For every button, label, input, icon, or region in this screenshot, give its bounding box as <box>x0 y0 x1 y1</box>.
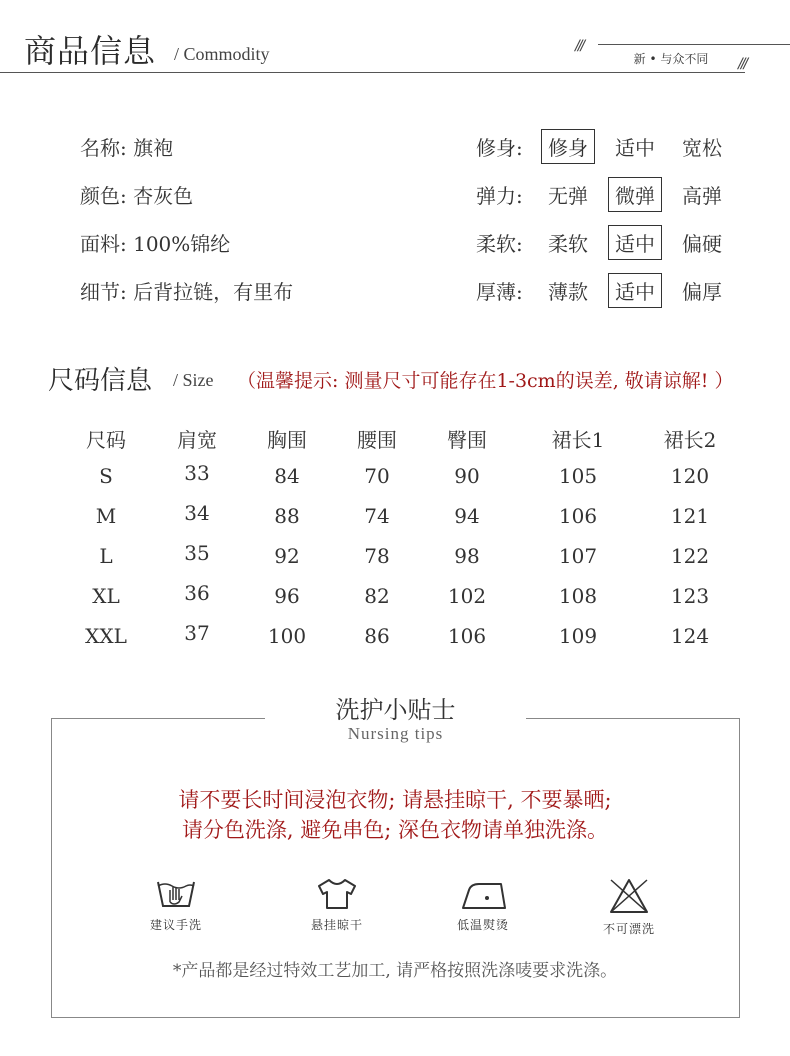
no-bleach-icon <box>607 876 651 916</box>
attr-label: 名称: <box>80 136 127 160</box>
size-table-cell: 86 <box>364 624 390 648</box>
care-subtitle: Nursing tips <box>347 724 444 743</box>
attr-value: 旗袍 <box>133 136 174 160</box>
header-divider <box>0 72 745 73</box>
stretch-option-none: 无弹 <box>548 184 588 208</box>
attr-detail <box>80 276 293 305</box>
slash-decoration-right: /// <box>738 56 747 72</box>
fit-label: 修身: <box>476 136 523 160</box>
attr-label: 面料: <box>80 232 127 256</box>
size-table-cell: 84 <box>274 464 300 488</box>
care-instruction-2: 请分色洗涤, 避免串色; 深色衣物请单独洗涤。 <box>181 818 609 842</box>
size-tip-note: （温馨提示: 测量尺寸可能存在1-3cm的误差, 敬请谅解! ） <box>237 370 734 392</box>
care-icon-low-iron <box>423 876 543 933</box>
softness-option-soft: 柔软 <box>548 232 588 256</box>
softness-label: 柔软: <box>476 232 523 256</box>
size-table-cell: 33 <box>184 461 210 485</box>
size-table-header: 裙长2 <box>663 428 717 452</box>
size-table-cell: 124 <box>670 624 710 648</box>
size-table-cell: 108 <box>558 584 598 608</box>
size-table-cell: 90 <box>454 464 480 488</box>
size-table-cell: 70 <box>364 464 390 488</box>
attr-value: 杏灰色 <box>133 184 194 208</box>
size-table-header: 肩宽 <box>177 428 217 452</box>
size-table-cell: L <box>99 544 113 568</box>
care-instruction-1: 请不要长时间浸泡衣物; 请悬挂晾干, 不要暴晒; <box>178 788 612 812</box>
care-icon-hang-dry <box>277 876 397 933</box>
fit-option-medium: 适中 <box>615 136 655 160</box>
size-table-cell: XL <box>92 584 120 608</box>
care-title: 洗护小贴士 <box>335 696 456 724</box>
size-table-header: 胸围 <box>267 428 307 452</box>
page-subtitle: / Commodity <box>174 44 270 64</box>
attr-value: 后背拉链，有里布 <box>133 280 294 304</box>
page-title: 商品信息 <box>24 32 157 70</box>
softness-option-medium: 适中 <box>611 228 659 257</box>
stretch-label: 弹力: <box>476 184 523 208</box>
size-table-cell: 120 <box>670 464 710 488</box>
size-table-header: 尺码 <box>86 428 126 452</box>
size-table-cell: 35 <box>184 541 210 565</box>
header-tag-line <box>598 44 790 45</box>
size-table-header: 腰围 <box>357 428 397 452</box>
softness-option-hard: 偏硬 <box>682 232 722 256</box>
size-table-cell: 98 <box>454 544 480 568</box>
size-table-cell: 105 <box>558 464 598 488</box>
care-icon-label: 悬挂晾干 <box>310 918 363 932</box>
size-table-cell: 100 <box>267 624 307 648</box>
care-box-top-right <box>526 718 740 719</box>
size-table-cell: 94 <box>454 504 480 528</box>
size-table-cell: 122 <box>670 544 710 568</box>
size-table-cell: 36 <box>184 581 210 605</box>
fit-option-slim: 修身 <box>544 132 592 161</box>
size-table-cell: 34 <box>184 501 210 525</box>
care-footer-note: *产品都是经过特效工艺加工, 请严格按照洗涤唛要求洗涤。 <box>172 961 618 981</box>
care-icon-hand-wash <box>116 876 236 933</box>
fit-option-loose: 宽松 <box>682 136 722 160</box>
size-table-cell: 109 <box>558 624 598 648</box>
size-table-cell: 121 <box>670 504 710 528</box>
size-table-cell: 78 <box>364 544 390 568</box>
size-table-header: 裙长1 <box>551 428 605 452</box>
size-table-cell: 96 <box>274 584 300 608</box>
size-table-cell: 106 <box>447 624 487 648</box>
thickness-option-medium: 适中 <box>611 276 659 305</box>
size-table-cell: M <box>95 504 117 528</box>
thickness-option-thin: 薄款 <box>548 280 588 304</box>
care-box-top-left <box>51 718 265 719</box>
attr-name <box>80 132 173 161</box>
size-table-cell: 88 <box>274 504 300 528</box>
size-section-title: 尺码信息 <box>48 366 153 396</box>
stretch-option-high: 高弹 <box>682 184 722 208</box>
size-table-cell: S <box>99 464 113 488</box>
care-icon-label: 不可漂洗 <box>602 922 655 936</box>
care-icon-label: 低温熨烫 <box>456 918 509 932</box>
hand-wash-icon <box>154 876 198 912</box>
size-section-subtitle: / Size <box>173 370 214 390</box>
attr-value: 100%锦纶 <box>133 232 231 256</box>
thickness-label: 厚薄: <box>476 280 523 304</box>
size-table-cell: 106 <box>558 504 598 528</box>
size-table-cell: 37 <box>184 621 210 645</box>
thickness-option-thick: 偏厚 <box>682 280 722 304</box>
size-table-cell: 74 <box>364 504 390 528</box>
stretch-option-slight: 微弹 <box>611 180 659 209</box>
size-table-cell: 92 <box>274 544 300 568</box>
size-table-cell: 102 <box>447 584 487 608</box>
attr-color <box>80 180 193 209</box>
header-tag: 新 • 与众不同 <box>633 52 709 66</box>
size-table-cell: 82 <box>364 584 390 608</box>
hang-dry-icon <box>315 876 359 912</box>
attr-fabric <box>80 228 230 257</box>
slash-decoration-left: /// <box>575 38 584 54</box>
attr-label: 颜色: <box>80 184 127 208</box>
size-table-cell: XXL <box>85 624 127 648</box>
care-icon-no-bleach <box>569 876 689 937</box>
size-table-cell: 107 <box>558 544 598 568</box>
size-table-cell: 123 <box>670 584 710 608</box>
size-table-header: 臀围 <box>447 428 487 452</box>
care-icon-label: 建议手洗 <box>149 918 202 932</box>
attr-label: 细节: <box>80 280 127 304</box>
low-iron-icon <box>457 876 509 912</box>
